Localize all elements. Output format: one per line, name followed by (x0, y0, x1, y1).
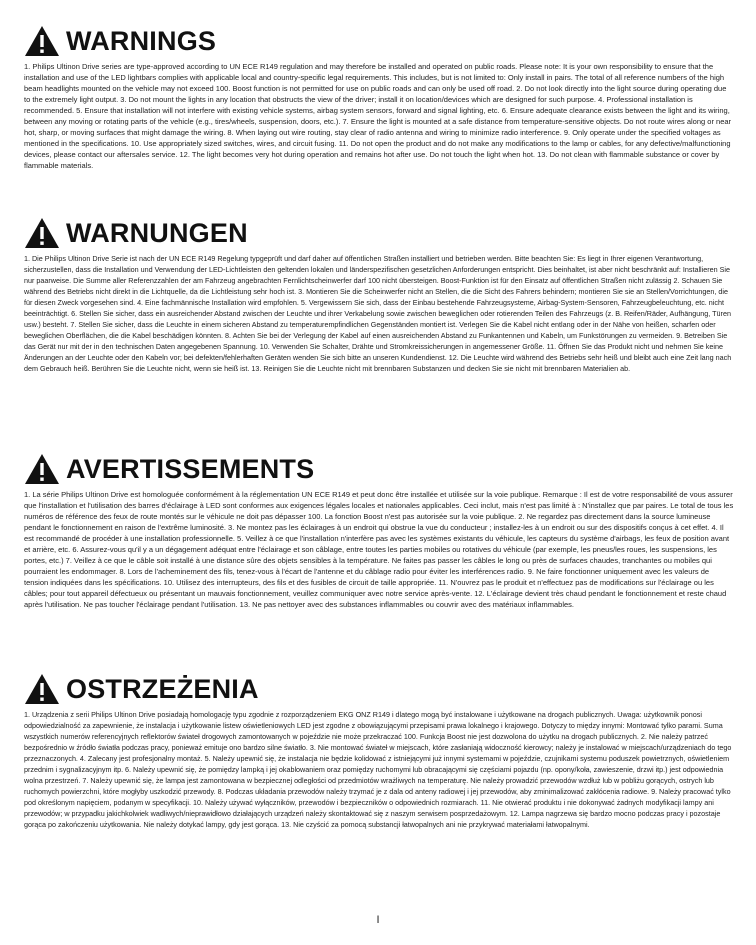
section-body: 1. Philips Ultinon Drive series are type-approved according to UN ECE R149 regulation and may therefore be installed and operated on public roads. Please note: It is your own responsibility to ensure that the installation and use of the LED lightbars complies with applicable local and country-specific legal requirements. This includes, but is not limited to: Only install in pairs. The total of all reference numbers of the high beam headlights mounted on the vehicle may not exceed 100. Boost function is not permitted for use on public roads and can only be used off road. 2. Do not look directly into the light source during operating due to the extremely light output. 3. Do not mount the lights in any location that obstructs the view of the driver; install it on location/devices which are designed for such purpose. 4. Professional installation is recommended. 5. Ensure that installation will not interfere with existing vehicle systems, airbag system sensors, forward and signal lighting, etc. 6. Ensure adequate clearance exists between the light and its wiring, between any moving or rotating parts of the vehicle (e.g., tires/wheels, suspension, doors, etc.). 7. Ensure the light is mounted at a safe distance from temperature-sensitive objects. Do not route wires along or near hot, sharp, or moving surfaces that might damage the wiring. 8. When laying out wire routing, stay clear of radio antenna and wiring to minimize radio interference. 9. Only operate under the specified voltages as mentioned in the specifications. 10. Use appropriately sized switches, wires, and circuit fusing. 11. Do not open the product and do not make any modifications to the lamp or cables, for any defective/malfunctioning devices, please contact our aftersales service. 12. The light becomes very hot during operation and remains hot after use. Do not touch the light when hot. 13. Do not clean with flammable substance or cover by flammable materials. (24, 62, 732, 170)
section-heading (24, 452, 734, 486)
section-heading (24, 216, 734, 250)
warnings-section-french (24, 452, 734, 610)
warnings-section-english (24, 24, 734, 171)
section-title: AVERTISSEMENTS (66, 453, 315, 484)
section-heading (24, 24, 734, 58)
section-title: WARNINGS (66, 25, 217, 56)
section-body: 1. Die Philips Ultinon Drive Serie ist nach der UN ECE R149 Regelung typgeprüft und darf daher auf öffentlichen Straßen installiert und betrieben werden. Bitte beachten Sie: Es liegt in Ihrer eigenen Verantwortung, sicherzustellen, dass die Installation und Verwendung der LED-Lichtleisten den geltenden lokalen und länderspezifischen gesetzlichen Anforderungen entspricht. Dies beinhaltet, ist aber nicht beschränkt auf: Installieren Sie nur paarweise. Die Summe aller Referenzzahlen der am Fahrzeug angebrachten Fernlichtscheinwerfer darf 100 nicht übersteigen. Boost-Funktion ist für den Einsatz auf öffentlichen Straßen nicht zulässig 2. Schauen Sie während des Betriebs nicht direkt in die Lichtquelle, da die Lichtleistung sehr hoch ist. 3. Montieren Sie die Scheinwerfer nicht an Stellen, die die Sicht des Fahrers behindern; montieren Sie sie an Stellen/Vorrichtungen, die für diesen Zweck vorgesehen sind. 4. Eine fachmännische Installation wird empfohlen. 5. Vergewissern Sie sich, dass der Einbau bestehende Fahrzeugsysteme, Airbag-System-Sensoren, Fahrzeugbeleuchtung, etc. nicht beeinträchtigt. 6. Stellen Sie sicher, dass ein ausreichender Abstand zwischen der Leuchte und ihrer Verkabelung sowie zwischen beweglichen oder rotierenden Teilen des Fahrzeugs (z. B. Reifen/Räder, Aufhängung, Türen usw.) besteht. 7. Stellen Sie sicher, dass die Leuchte in einem sicheren Abstand zu temperaturempfindlichen Gegenständen montiert ist. Verlegen Sie die Kabel nicht entlang oder in der Nähe von heißen, scharfen oder beweglichen Oberflächen, die die Kabel beschädigen könnten. 8. Achten Sie bei der Verlegung der Kabel auf einen ausreichenden Abstand zu Funkantennen und Kabeln, um Funkstörungen zu vermeiden. 9. Betreiben Sie das Gerät nur mit der in den technischen Daten angegebenen Spannung. 10. Verwenden Sie Schalter, Drähte und Stromkreissicherungen in angemessener Größe. 11. Öffnen Sie das Produkt nicht und nehmen Sie keine Änderungen an der Leuchte oder den Kabeln vor; bei defekten/fehlerhaften Geräten wenden Sie sich bitte an unseren Kundendienst. 12. Die Leuchte wird während des Betriebs sehr heiß und bleibt auch eine Zeit lang nach dem Gebrauch heiß. Berühren Sie die Leuchte nicht, wenn sie heiß ist. 13. Reinigen Sie die Leuchte nicht mit brennbaren Substanzen und decken Sie sie nicht mit brennbaren Materialien ab. (24, 254, 732, 373)
section-body: 1. La série Philips Ultinon Drive est homologuée conformément à la réglementation UN ECE R149 et peut donc être installée et utilisée sur la voie publique. Remarque : Il est de votre responsabilité de vous assurer que l'installation et l'utilisation des barres d'éclairage à LED sont conformes aux exigences légales locales et nationales applicables. Ceci inclut, mais n'est pas limité à : N'installez que par paires. Le total de tous les numéros de référence des feux de route montés sur le véhicule ne doit pas dépasser 100. La fonction Boost n'est pas autorisée sur la voie publique. 2. Ne regardez pas directement dans la source lumineuse pendant le fonctionnement en raison de l'extrême luminosité. 3. Ne montez pas les éclairages à un endroit qui obstrue la vue du conducteur ; installez-les à un endroit ou sur des dispositifs conçus à cet effet. 4. Il est recommandé de procéder à une installation professionnelle. 5. Veillez à ce que l'installation n'interfère pas avec les systèmes existants du véhicule, les capteurs du système d'airbags, les feux de position avant et arrière, etc. 6. Assurez-vous qu'il y a un dégagement adéquat entre l'éclairage et son câblage, entre toutes les parties mobiles ou rotatives du véhicule (par exemple, les pneus/les roues, les suspensions, les portes, etc.) 7. Veillez à ce que le câble soit installé à une distance sûre des objets sensibles à la température. Ne faites pas passer les câbles le long ou près de surfaces chaudes, tranchantes ou mobiles qui pourraient les endommager. 8. Lors de l'acheminement des fils, tenez-vous à l'écart de l'antenne et du câblage radio pour éviter les interférences radio. 9. Ne faire fonctionner uniquement avec les valeurs de tension indiquées dans les spécifications. 10. Utilisez des interrupteurs, des fils et des fusibles de circuit de taille appropriée. 11. N'ouvrez pas le produit et n'effectuez pas de modifications sur l'éclairage ou les câbles; pour tout appareil défectueux ou présentant un mauvais fonctionnement, veuillez communiquer avec notre service après-vente. 12. L'éclairage devient très chaud pendant le fonctionnement et reste chaud après l'utilisation. Ne pas toucher l'éclairage pendant l'utilisation. 13. Ne pas nettoyer avec des substances inflammables ou couvrir avec des matériaux inflammables. (24, 490, 734, 609)
warnings-section-polish (24, 672, 734, 830)
section-heading (24, 672, 734, 706)
warning-triangle-icon (24, 25, 60, 57)
section-title: OSTRZEŻENIA (66, 673, 259, 704)
page-number: I (376, 914, 380, 926)
warning-triangle-icon (24, 217, 60, 249)
warning-triangle-icon (24, 673, 60, 705)
section-body: 1. Urządzenia z serii Philips Ultinon Drive posiadają homologację typu zgodnie z rozporządzeniem EKG ONZ R149 i dlatego mogą być instalowane i użytkowane na drogach publicznych. Uwaga: użytkownik ponosi odpowiedzialność za zapewnienie, że instalacja i użytkowanie listew oświetleniowych LED jest zgodne z obowiązującymi przepisami prawa lokalnego i krajowego. Dotyczy to między innymi: Montować tylko parami. Suma wszystkich numerów referencyjnych reflektorów świateł drogowych zamontowanych w pojeździe nie może przekraczać 100. Funkcja Boost nie jest dozwolona do użytku na drogach publicznych. 2. Nie należy patrzeć bezpośrednio w źródło światła podczas pracy, ponieważ emituje ono bardzo silne światło. 3. Nie montować świateł w miejscach, które zasłaniają widoczność kierowcy; należy je instalować w miejscach/urządzeniach do tego przeznaczonych. 4. Zalecany jest profesjonalny montaż. 5. Należy upewnić się, że instalacja nie będzie kolidować z istniejącymi już innymi systemami w pojeździe, czujnikami systemu poduszek powietrznych, oświetleniem przednim i sygnalizacyjnym itp. 6. Należy upewnić się, że pomiędzy lampką i jej okablowaniem oraz pomiędzy ruchomymi lub obracającymi się częściami pojazdu (np. opony/koła, zawieszenie, drzwi itp.) jest odpowiednia wolna przestrzeń. 7. Należy upewnić się, że lampa jest zamontowana w bezpiecznej odległości od przedmiotów wrażliwych na temperaturę. Nie należy prowadzić przewodów wzdłuż lub w pobliżu gorących, ostrych lub ruchomych powierzchni, które mogłyby uszkodzić przewody. 8. Podczas układania przewodów należy trzymać je z dala od anteny radiowej i jej przewodów, aby zminimalizować zakłócenia radiowe. 9. Należy pracować tylko pod określonym napięciem, podanym w specyfikacji. 10. Należy używać wyłączników, przewodów i bezpieczników o odpowiednich rozmiarach. 11. Nie otwierać produktu i nie dokonywać żadnych modyfikacji lampy ani przewodów; w przypadku jakichkolwiek wadliwych/nieprawidłowo działających urządzeń należy skontaktować się z naszym serwisem posprzedażowym. 12. Lampa nagrzewa się bardzo mocno podczas pracy i pozostaje gorąca po zakończeniu użytkowania. Nie należy dotykać lampy, gdy jest gorąca. 13. Nie czyścić za pomocą substancji łatwopalnych ani nie przykrywać materiałami łatwopalnymi. (24, 710, 732, 829)
warning-triangle-icon (24, 453, 60, 485)
section-title: WARNUNGEN (66, 217, 248, 248)
warnings-section-german (24, 216, 734, 374)
